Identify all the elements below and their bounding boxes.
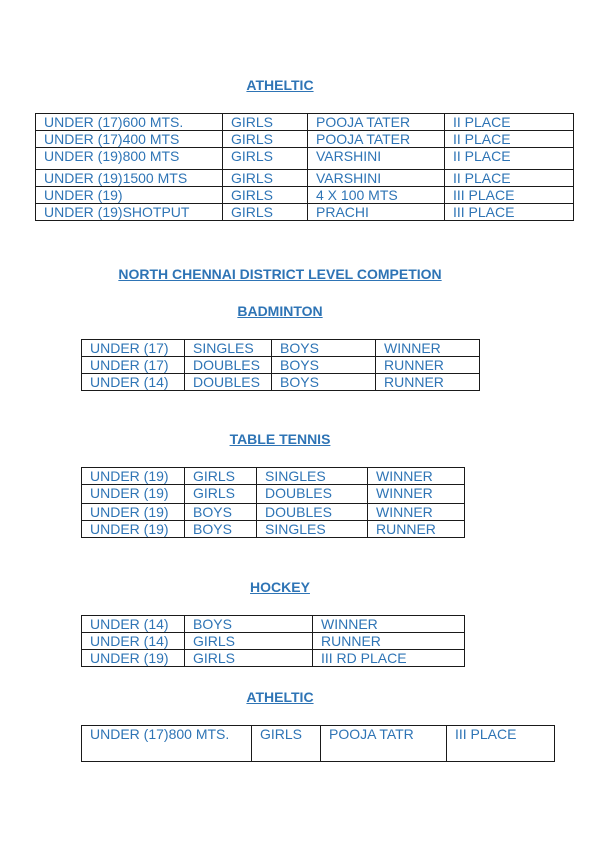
participant-cell: PRACHI — [308, 204, 445, 221]
event-cell: DOUBLES — [257, 504, 368, 521]
gender-cell: GIRLS — [223, 204, 308, 221]
event-cell: UNDER (17)600 MTS. — [36, 114, 223, 131]
age-group-cell: UNDER (19) — [82, 650, 185, 667]
participant-cell: VARSHINI — [308, 170, 445, 187]
result-cell: WINNER — [368, 485, 465, 504]
result-cell: II PLACE — [445, 170, 574, 187]
gender-cell: BOYS — [272, 357, 376, 374]
result-cell: WINNER — [376, 340, 480, 357]
event-cell: SINGLES — [257, 521, 368, 538]
table-tennis-results-table — [81, 467, 465, 538]
event-cell: SINGLES — [185, 340, 272, 357]
participant-cell: VARSHINI — [308, 148, 445, 170]
age-group-cell: UNDER (19) — [82, 485, 185, 504]
participant-cell: POOJA TATER — [308, 131, 445, 148]
table-row — [36, 148, 574, 170]
gender-cell: GIRLS — [223, 187, 308, 204]
result-cell: WINNER — [368, 468, 465, 485]
table-row — [82, 340, 480, 357]
event-cell: UNDER (19)SHOTPUT — [36, 204, 223, 221]
gender-cell: GIRLS — [185, 650, 313, 667]
age-group-cell: UNDER (17) — [82, 340, 185, 357]
age-group-cell: UNDER (14) — [82, 374, 185, 391]
gender-cell: GIRLS — [223, 114, 308, 131]
table-row — [82, 357, 480, 374]
result-cell: II PLACE — [445, 114, 574, 131]
gender-cell: GIRLS — [252, 726, 321, 762]
result-cell: WINNER — [368, 504, 465, 521]
gender-cell: BOYS — [185, 504, 257, 521]
gender-cell: BOYS — [272, 340, 376, 357]
participant-cell: POOJA TATER — [308, 114, 445, 131]
table-row — [82, 374, 480, 391]
result-cell: III RD PLACE — [313, 650, 465, 667]
athletic-heading-2: ATHELTIC — [246, 689, 314, 705]
badminton-results-table — [81, 339, 480, 391]
table-row — [82, 633, 465, 650]
event-cell: UNDER (17)800 MTS. — [82, 726, 252, 762]
result-cell: WINNER — [313, 616, 465, 633]
event-cell: DOUBLES — [257, 485, 368, 504]
result-cell: RUNNER — [376, 357, 480, 374]
gender-cell: GIRLS — [223, 148, 308, 170]
event-cell: UNDER (17)400 MTS — [36, 131, 223, 148]
age-group-cell: UNDER (19) — [82, 468, 185, 485]
table-row — [82, 650, 465, 667]
gender-cell: GIRLS — [185, 468, 257, 485]
badminton-heading: BADMINTON — [237, 303, 323, 319]
event-cell: UNDER (19)800 MTS — [36, 148, 223, 170]
event-cell: UNDER (19) — [36, 187, 223, 204]
athletic-results-table — [35, 113, 574, 221]
table-row — [82, 726, 555, 762]
age-group-cell: UNDER (17) — [82, 357, 185, 374]
table-row — [36, 170, 574, 187]
result-cell: III PLACE — [445, 204, 574, 221]
table-row — [82, 504, 465, 521]
age-group-cell: UNDER (19) — [82, 504, 185, 521]
result-cell: III PLACE — [447, 726, 555, 762]
result-cell: III PLACE — [445, 187, 574, 204]
age-group-cell: UNDER (14) — [82, 633, 185, 650]
result-cell: RUNNER — [368, 521, 465, 538]
result-cell: II PLACE — [445, 148, 574, 170]
table-row — [36, 187, 574, 204]
table-row — [36, 114, 574, 131]
table-row — [82, 521, 465, 538]
gender-cell: GIRLS — [223, 170, 308, 187]
event-cell: UNDER (19)1500 MTS — [36, 170, 223, 187]
hockey-heading: HOCKEY — [250, 579, 310, 595]
event-cell: DOUBLES — [185, 357, 272, 374]
gender-cell: BOYS — [185, 616, 313, 633]
district-level-heading: NORTH CHENNAI DISTRICT LEVEL COMPETION — [118, 266, 442, 282]
hockey-results-table — [81, 615, 465, 667]
gender-cell: GIRLS — [185, 485, 257, 504]
table-row — [82, 485, 465, 504]
event-cell: SINGLES — [257, 468, 368, 485]
table-tennis-heading: TABLE TENNIS — [229, 431, 331, 447]
age-group-cell: UNDER (14) — [82, 616, 185, 633]
event-cell: DOUBLES — [185, 374, 272, 391]
gender-cell: GIRLS — [185, 633, 313, 650]
age-group-cell: UNDER (19) — [82, 521, 185, 538]
gender-cell: BOYS — [272, 374, 376, 391]
table-row — [82, 616, 465, 633]
table-row — [36, 204, 574, 221]
table-row — [36, 131, 574, 148]
table-row — [82, 468, 465, 485]
participant-cell: 4 X 100 MTS — [308, 187, 445, 204]
gender-cell: BOYS — [185, 521, 257, 538]
participant-cell: POOJA TATR — [321, 726, 447, 762]
athletic-results-table-2 — [81, 725, 555, 762]
athletic-heading: ATHELTIC — [246, 77, 314, 93]
gender-cell: GIRLS — [223, 131, 308, 148]
result-cell: RUNNER — [376, 374, 480, 391]
result-cell: II PLACE — [445, 131, 574, 148]
result-cell: RUNNER — [313, 633, 465, 650]
